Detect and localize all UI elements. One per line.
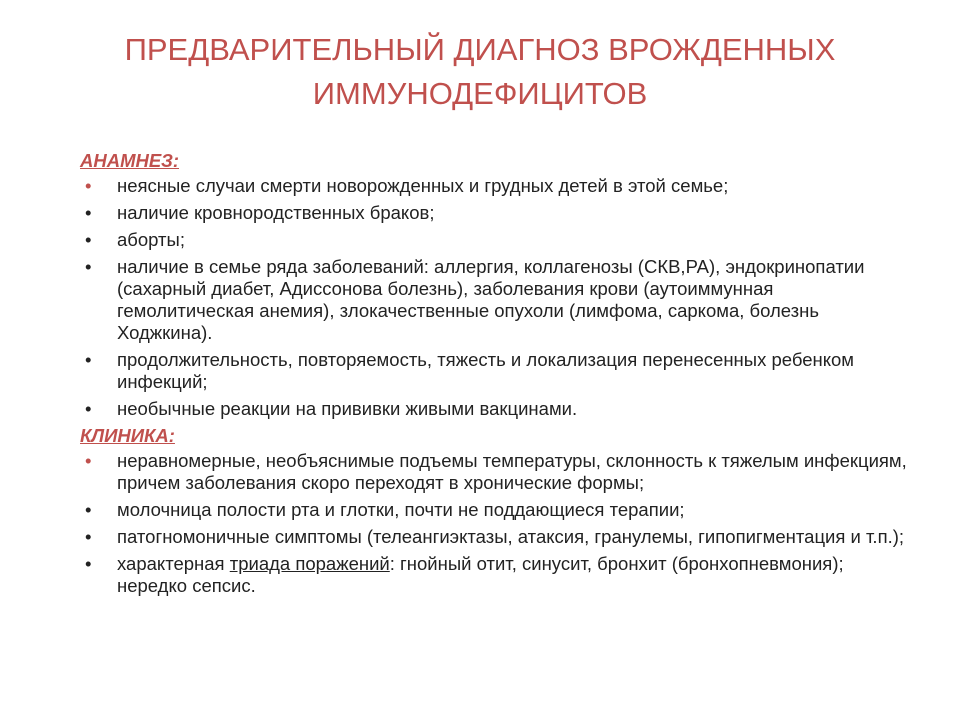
anamnesis-heading: АНАМНЕЗ:: [80, 150, 179, 171]
list-item: [80, 175, 910, 197]
slide-title-line-1: ПРЕДВАРИТЕЛЬНЫЙ ДИАГНОЗ ВРОЖДЕННЫХ: [124, 32, 836, 67]
list-item: [80, 499, 910, 521]
bullet-icon: •: [85, 175, 92, 196]
list-item: [80, 450, 910, 494]
bullet-icon: •: [85, 202, 92, 223]
list-item-text: патогномоничные симптомы (телеангиэктазы, атаксия, гранулемы, гипопигментация и т.п.);: [117, 526, 905, 547]
anamnesis-list: [80, 175, 910, 197]
list-item-text: наличие кровнородственных браков;: [117, 202, 435, 223]
bullet-icon: •: [85, 256, 92, 277]
clinic-list: [80, 450, 910, 494]
list-item: [80, 398, 910, 420]
slide-title-line-2: ИММУНОДЕФИЦИТОВ: [312, 76, 648, 111]
list-item-text: продолжительность, повторяемость, тяжесть и локализация перенесенных ребенком инфекций;: [117, 349, 855, 392]
triad-underlined-text: триада поражений: [229, 553, 390, 574]
list-item-text: аборты;: [117, 229, 185, 250]
clinic-heading: КЛИНИКА:: [80, 425, 175, 446]
list-item: [80, 526, 910, 548]
list-item-text: неравномерные, необъяснимые подъемы температуры, склонность к тяжелым инфекциям, причем заболевания скоро переходят в хронические формы;: [117, 450, 907, 493]
bullet-icon: •: [85, 349, 92, 370]
slide-content: [80, 150, 910, 602]
list-item-text: неясные случаи смерти новорожденных и грудных детей в этой семье;: [117, 175, 729, 196]
list-item-text: [117, 553, 844, 596]
list-item: [80, 202, 910, 224]
list-item: [80, 349, 910, 393]
list-item-text: молочница полости рта и глотки, почти не поддающиеся терапии;: [117, 499, 685, 520]
bullet-icon: •: [85, 499, 92, 520]
anamnesis-list-continued: [80, 202, 910, 420]
list-item: [80, 229, 910, 251]
bullet-icon: •: [85, 398, 92, 419]
list-item: [80, 256, 910, 344]
list-item-text: наличие в семье ряда заболеваний: аллергия, коллагенозы (СКВ,РА), эндокринопатии (сахарный диабет, Адиссонова болезнь), заболевания крови (аутоиммунная гемолитическая анемия), злокачественные опухоли (лимфома, саркома, болезнь Ходжкина).: [117, 256, 865, 343]
bullet-icon: •: [85, 229, 92, 250]
clinic-list-continued: [80, 499, 910, 597]
list-item: [80, 553, 910, 597]
slide-title: [60, 28, 900, 116]
list-item-text: необычные реакции на прививки живыми вакцинами.: [117, 398, 578, 419]
bullet-icon: •: [85, 553, 92, 574]
list-item-text-after: : гнойный отит, синусит, бронхит (бронхопневмония); нередко сепсис.: [117, 553, 844, 596]
list-item-text-before: характерная: [117, 553, 230, 574]
bullet-icon: •: [85, 450, 92, 471]
bullet-icon: •: [85, 526, 92, 547]
